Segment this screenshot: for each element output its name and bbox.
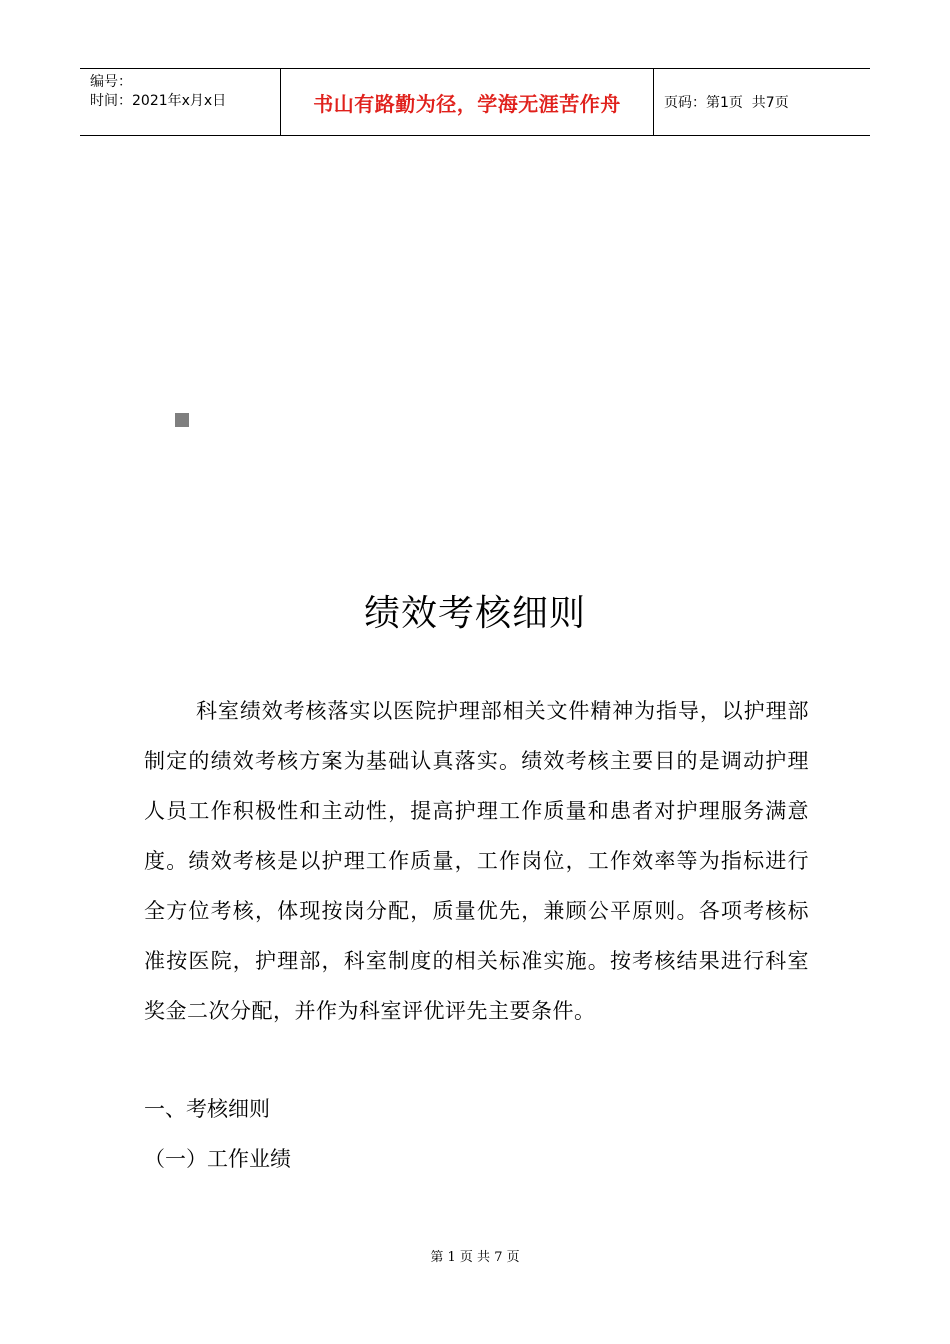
- square-bullet-icon: [175, 413, 189, 427]
- header-motto-cell: [281, 69, 654, 135]
- page-header: [80, 68, 870, 136]
- date-label: 时间：2021年x月x日: [90, 93, 227, 109]
- header-meta-cell: [80, 69, 281, 135]
- page-footer: 第 1 页 共 7 页: [430, 1250, 520, 1265]
- section-heading: 一、考核细则: [144, 1097, 270, 1121]
- number-label: 编号：: [90, 74, 132, 90]
- document-title: 绩效考核细则: [363, 593, 586, 634]
- page-info: 页码：第1页 共7页: [664, 95, 789, 111]
- intro-paragraph: 科室绩效考核落实以医院护理部相关文件精神为指导，以护理部制定的绩效考核方案为基础认真落实。绩效考核主要目的是调动护理人员工作积极性和主动性，提高护理工作质量和患者对护理服务满意度。绩效考核是以护理工作质量，工作岗位，工作效率等为指标进行全方位考核，体现按岗分配，质量优先，兼顾公平原则。各项考核标准按医院，护理部，科室制度的相关标准实施。按考核结果进行科室奖金二次分配，并作为科室评优评先主要条件。: [144, 699, 809, 1023]
- header-page-cell: [654, 69, 870, 135]
- motto-text: 书山有路勤为径，学海无涯苦作舟: [313, 91, 621, 116]
- subsection-heading: （一）工作业绩: [144, 1147, 291, 1171]
